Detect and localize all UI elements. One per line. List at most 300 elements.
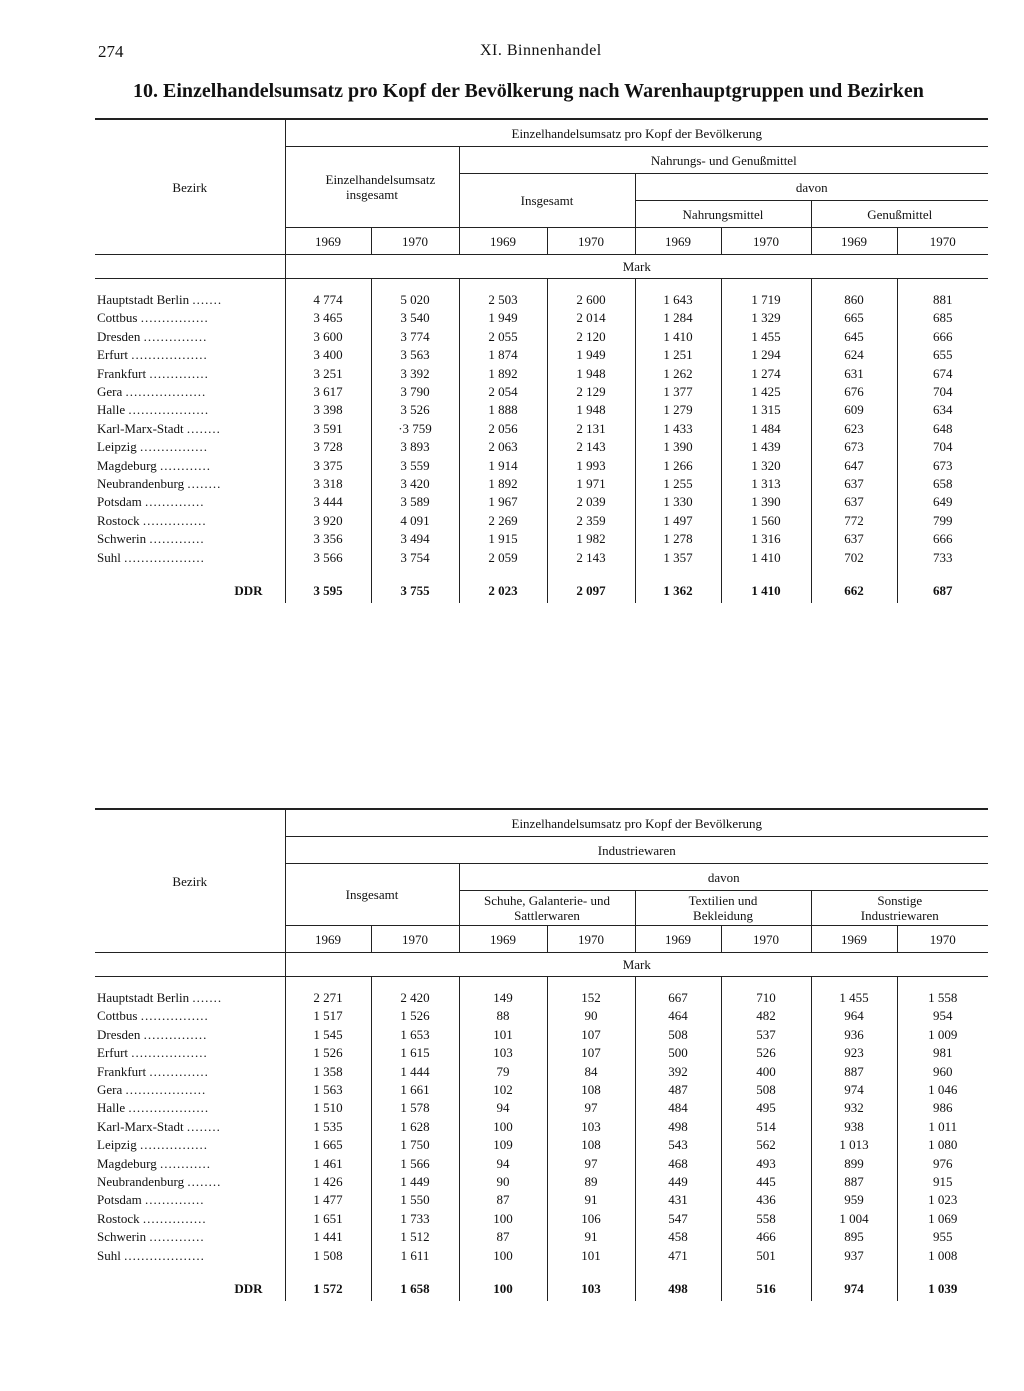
value-cell: 1 874: [459, 346, 547, 364]
value-cell: 665: [811, 309, 897, 327]
value-cell: 400: [721, 1063, 811, 1081]
year-header: 1969: [285, 228, 371, 255]
value-cell: 1 914: [459, 457, 547, 475]
bezirk-name: Suhl ...................: [97, 1247, 205, 1263]
value-cell: 667: [635, 989, 721, 1007]
value-cell: 562: [721, 1136, 811, 1154]
value-cell: 673: [897, 457, 988, 475]
value-cell: 3 566: [285, 549, 371, 567]
total-value-cell: 2 023: [459, 567, 547, 603]
value-cell: 1 255: [635, 475, 721, 493]
value-cell: 1 915: [459, 530, 547, 548]
value-cell: 1 653: [371, 1026, 459, 1044]
value-cell: 1 080: [897, 1136, 988, 1154]
value-cell: 1 266: [635, 457, 721, 475]
total-value-cell: 498: [635, 1265, 721, 1301]
table-row: [95, 1228, 988, 1246]
header-nahrung-insgesamt: Insgesamt: [459, 174, 635, 228]
value-cell: 508: [635, 1026, 721, 1044]
value-cell: 2 014: [547, 309, 635, 327]
value-cell: 1 526: [371, 1007, 459, 1025]
value-cell: 88: [459, 1007, 547, 1025]
value-cell: 648: [897, 420, 988, 438]
value-cell: 1 578: [371, 1099, 459, 1117]
value-cell: 1 949: [459, 309, 547, 327]
value-cell: 2 131: [547, 420, 635, 438]
value-cell: 1 733: [371, 1210, 459, 1228]
table-row: [95, 512, 988, 530]
bezirk-name: Rostock ...............: [97, 512, 207, 528]
value-cell: 637: [811, 530, 897, 548]
value-cell: 1 508: [285, 1247, 371, 1265]
value-cell: 94: [459, 1155, 547, 1173]
value-cell: 1 484: [721, 420, 811, 438]
year-header: 1970: [371, 926, 459, 953]
value-cell: 887: [811, 1063, 897, 1081]
year-header: 1970: [547, 926, 635, 953]
value-cell: 1 357: [635, 549, 721, 567]
value-cell: 100: [459, 1210, 547, 1228]
value-cell: 1 433: [635, 420, 721, 438]
value-cell: 666: [897, 530, 988, 548]
value-cell: 637: [811, 475, 897, 493]
value-cell: 1 535: [285, 1118, 371, 1136]
table-row: [95, 457, 988, 475]
header-bezirk: Bezirk: [95, 119, 285, 255]
value-cell: 106: [547, 1210, 635, 1228]
value-cell: 4 774: [285, 291, 371, 309]
value-cell: 3 375: [285, 457, 371, 475]
value-cell: ·3 759: [371, 420, 459, 438]
value-cell: 1 004: [811, 1210, 897, 1228]
value-cell: 487: [635, 1081, 721, 1099]
value-cell: 1 560: [721, 512, 811, 530]
value-cell: 2 600: [547, 291, 635, 309]
value-cell: 1 444: [371, 1063, 459, 1081]
bezirk-name: Magdeburg ............: [97, 1155, 211, 1171]
value-cell: 5 020: [371, 291, 459, 309]
value-cell: 3 728: [285, 438, 371, 456]
table-row: [95, 1099, 988, 1117]
total-value-cell: 100: [459, 1265, 547, 1301]
bezirk-name: Erfurt ..................: [97, 347, 208, 363]
value-cell: 1 069: [897, 1210, 988, 1228]
value-cell: 1 410: [721, 549, 811, 567]
value-cell: 90: [459, 1173, 547, 1191]
value-cell: 1 013: [811, 1136, 897, 1154]
value-cell: 658: [897, 475, 988, 493]
value-cell: 1 461: [285, 1155, 371, 1173]
header-industriewaren: Industriewaren: [285, 837, 988, 864]
total-value-cell: 3 755: [371, 567, 459, 603]
year-header: 1970: [897, 228, 988, 255]
value-cell: 674: [897, 365, 988, 383]
value-cell: 431: [635, 1191, 721, 1209]
value-cell: 89: [547, 1173, 635, 1191]
value-cell: 1 441: [285, 1228, 371, 1246]
value-cell: 3 251: [285, 365, 371, 383]
value-cell: 2 129: [547, 383, 635, 401]
value-cell: 2 055: [459, 328, 547, 346]
year-header: 1969: [811, 228, 897, 255]
value-cell: 1 390: [721, 493, 811, 511]
value-cell: 3 494: [371, 530, 459, 548]
value-cell: 468: [635, 1155, 721, 1173]
value-cell: 2 503: [459, 291, 547, 309]
value-cell: 103: [459, 1044, 547, 1062]
header-top: Einzelhandelsumsatz pro Kopf der Bevölkerung: [285, 119, 988, 147]
bezirk-name: Neubrandenburg ........: [97, 1174, 222, 1190]
value-cell: 1 510: [285, 1099, 371, 1117]
value-cell: 923: [811, 1044, 897, 1062]
unit-label: Mark: [285, 255, 988, 279]
value-cell: 94: [459, 1099, 547, 1117]
value-cell: 495: [721, 1099, 811, 1117]
value-cell: 2 039: [547, 493, 635, 511]
value-cell: 1 892: [459, 475, 547, 493]
total-row: [95, 567, 988, 603]
total-value-cell: 687: [897, 567, 988, 603]
value-cell: 2 063: [459, 438, 547, 456]
total-value-cell: 662: [811, 567, 897, 603]
value-cell: 959: [811, 1191, 897, 1209]
bezirk-name: Halle ...................: [97, 1100, 210, 1116]
value-cell: 101: [547, 1247, 635, 1265]
value-cell: 1 948: [547, 365, 635, 383]
value-cell: 152: [547, 989, 635, 1007]
value-cell: 937: [811, 1247, 897, 1265]
value-cell: 799: [897, 512, 988, 530]
value-cell: 1 279: [635, 401, 721, 419]
bezirk-name: Cottbus ................: [97, 310, 209, 326]
value-cell: 91: [547, 1191, 635, 1209]
value-cell: 1 358: [285, 1063, 371, 1081]
value-cell: 2 420: [371, 989, 459, 1007]
value-cell: 3 920: [285, 512, 371, 530]
header-genussmittel: Genußmittel: [811, 201, 988, 228]
value-cell: 1 023: [897, 1191, 988, 1209]
total-value-cell: 516: [721, 1265, 811, 1301]
value-cell: 1 313: [721, 475, 811, 493]
header-nahrungsmittel: Nahrungsmittel: [635, 201, 811, 228]
value-cell: 1 517: [285, 1007, 371, 1025]
table-row: [95, 1063, 988, 1081]
year-header: 1969: [811, 926, 897, 953]
value-cell: 974: [811, 1081, 897, 1099]
total-label: DDR: [234, 1281, 263, 1297]
table-row: [95, 309, 988, 327]
value-cell: 3 400: [285, 346, 371, 364]
total-label: DDR: [234, 583, 263, 599]
value-cell: 2 054: [459, 383, 547, 401]
table-row: [95, 1191, 988, 1209]
bezirk-name: Potsdam ..............: [97, 494, 205, 510]
table-row: [95, 1044, 988, 1062]
year-header: 1969: [459, 228, 547, 255]
year-header: 1970: [371, 228, 459, 255]
value-cell: 704: [897, 438, 988, 456]
value-cell: 1 967: [459, 493, 547, 511]
value-cell: 1 329: [721, 309, 811, 327]
header-sonstige: Sonstige Industriewaren: [811, 891, 988, 926]
bezirk-name: Dresden ...............: [97, 1026, 208, 1042]
value-cell: 1 971: [547, 475, 635, 493]
value-cell: 1 251: [635, 346, 721, 364]
value-cell: 2 056: [459, 420, 547, 438]
bezirk-name: Schwerin .............: [97, 1229, 205, 1245]
header-top: Einzelhandelsumsatz pro Kopf der Bevölkerung: [285, 809, 988, 837]
running-head: XI. Binnenhandel: [480, 42, 602, 59]
value-cell: 3 774: [371, 328, 459, 346]
value-cell: 87: [459, 1191, 547, 1209]
value-cell: 1 661: [371, 1081, 459, 1099]
table-food-beverages: [95, 118, 988, 603]
value-cell: 3 465: [285, 309, 371, 327]
value-cell: 704: [897, 383, 988, 401]
value-cell: 102: [459, 1081, 547, 1099]
value-cell: 101: [459, 1026, 547, 1044]
value-cell: 899: [811, 1155, 897, 1173]
value-cell: 1 611: [371, 1247, 459, 1265]
value-cell: 1 566: [371, 1155, 459, 1173]
value-cell: 466: [721, 1228, 811, 1246]
bezirk-name: Hauptstadt Berlin .......: [97, 990, 223, 1005]
total-value-cell: 1 039: [897, 1265, 988, 1301]
total-value-cell: 2 097: [547, 567, 635, 603]
header-davon: davon: [459, 864, 988, 891]
bezirk-name: Rostock ...............: [97, 1210, 207, 1226]
year-header: 1969: [285, 926, 371, 953]
value-cell: 1 262: [635, 365, 721, 383]
value-cell: 91: [547, 1228, 635, 1246]
value-cell: 1 455: [811, 989, 897, 1007]
value-cell: 1 011: [897, 1118, 988, 1136]
value-cell: 1 550: [371, 1191, 459, 1209]
value-cell: 1 316: [721, 530, 811, 548]
value-cell: 1 651: [285, 1210, 371, 1228]
value-cell: 103: [547, 1118, 635, 1136]
value-cell: 109: [459, 1136, 547, 1154]
value-cell: 107: [547, 1044, 635, 1062]
value-cell: 449: [635, 1173, 721, 1191]
value-cell: 649: [897, 493, 988, 511]
value-cell: 436: [721, 1191, 811, 1209]
value-cell: 1 888: [459, 401, 547, 419]
value-cell: 915: [897, 1173, 988, 1191]
value-cell: 666: [897, 328, 988, 346]
value-cell: 960: [897, 1063, 988, 1081]
value-cell: 482: [721, 1007, 811, 1025]
table-row: [95, 291, 988, 309]
year-header: 1969: [635, 926, 721, 953]
value-cell: 637: [811, 493, 897, 511]
value-cell: 4 091: [371, 512, 459, 530]
value-cell: 631: [811, 365, 897, 383]
table-row: [95, 1118, 988, 1136]
value-cell: 2 269: [459, 512, 547, 530]
table-row: [95, 420, 988, 438]
value-cell: 1 563: [285, 1081, 371, 1099]
value-cell: 685: [897, 309, 988, 327]
table-row: [95, 475, 988, 493]
value-cell: 514: [721, 1118, 811, 1136]
value-cell: 1 719: [721, 291, 811, 309]
value-cell: 392: [635, 1063, 721, 1081]
value-cell: 1 315: [721, 401, 811, 419]
value-cell: 645: [811, 328, 897, 346]
value-cell: 108: [547, 1081, 635, 1099]
year-header: 1969: [635, 228, 721, 255]
value-cell: 84: [547, 1063, 635, 1081]
value-cell: 954: [897, 1007, 988, 1025]
value-cell: 471: [635, 1247, 721, 1265]
bezirk-name: Halle ...................: [97, 402, 210, 418]
value-cell: 107: [547, 1026, 635, 1044]
table-row: [95, 549, 988, 567]
value-cell: 3 392: [371, 365, 459, 383]
value-cell: 1 455: [721, 328, 811, 346]
value-cell: 1 294: [721, 346, 811, 364]
table-industrial-goods: [95, 808, 988, 1301]
value-cell: 702: [811, 549, 897, 567]
value-cell: 2 143: [547, 438, 635, 456]
value-cell: 493: [721, 1155, 811, 1173]
bezirk-name: Neubrandenburg ........: [97, 476, 222, 492]
bezirk-name: Magdeburg ............: [97, 457, 211, 473]
value-cell: 1 410: [635, 328, 721, 346]
value-cell: 1 558: [897, 989, 988, 1007]
bezirk-name: Dresden ...............: [97, 328, 208, 344]
table-row: [95, 1210, 988, 1228]
page-number: 274: [98, 42, 124, 61]
value-cell: 1 512: [371, 1228, 459, 1246]
value-cell: 1 982: [547, 530, 635, 548]
value-cell: 624: [811, 346, 897, 364]
value-cell: 3 617: [285, 383, 371, 401]
value-cell: 90: [547, 1007, 635, 1025]
value-cell: 445: [721, 1173, 811, 1191]
value-cell: 3 526: [371, 401, 459, 419]
value-cell: 3 589: [371, 493, 459, 511]
value-cell: 1 449: [371, 1173, 459, 1191]
value-cell: 537: [721, 1026, 811, 1044]
value-cell: 1 377: [635, 383, 721, 401]
value-cell: 1 477: [285, 1191, 371, 1209]
value-cell: 464: [635, 1007, 721, 1025]
value-cell: 655: [897, 346, 988, 364]
header-insgesamt: Insgesamt: [285, 864, 459, 926]
bezirk-name: Leipzig ................: [97, 439, 208, 455]
value-cell: 609: [811, 401, 897, 419]
value-cell: 676: [811, 383, 897, 401]
value-cell: 1 665: [285, 1136, 371, 1154]
value-cell: 1 892: [459, 365, 547, 383]
value-cell: 936: [811, 1026, 897, 1044]
value-cell: 1 426: [285, 1173, 371, 1191]
value-cell: 887: [811, 1173, 897, 1191]
value-cell: 1 390: [635, 438, 721, 456]
value-cell: 1 046: [897, 1081, 988, 1099]
total-value-cell: 1 362: [635, 567, 721, 603]
value-cell: 1 615: [371, 1044, 459, 1062]
table-row: [95, 1247, 988, 1265]
value-cell: 3 444: [285, 493, 371, 511]
total-value-cell: 1 572: [285, 1265, 371, 1301]
value-cell: 149: [459, 989, 547, 1007]
value-cell: 1 278: [635, 530, 721, 548]
table-title: 10. Einzelhandelsumsatz pro Kopf der Bevölkerung nach Warenhauptgruppen und Bezirken: [133, 80, 924, 102]
value-cell: 3 420: [371, 475, 459, 493]
value-cell: 97: [547, 1155, 635, 1173]
bezirk-name: Hauptstadt Berlin .......: [97, 292, 223, 307]
value-cell: 3 591: [285, 420, 371, 438]
value-cell: 1 008: [897, 1247, 988, 1265]
table-row: [95, 1007, 988, 1025]
value-cell: 100: [459, 1247, 547, 1265]
value-cell: 3 790: [371, 383, 459, 401]
value-cell: 2 143: [547, 549, 635, 567]
value-cell: 484: [635, 1099, 721, 1117]
value-cell: 710: [721, 989, 811, 1007]
bezirk-name: Gera ...................: [97, 384, 207, 400]
total-value-cell: 103: [547, 1265, 635, 1301]
value-cell: 558: [721, 1210, 811, 1228]
value-cell: 932: [811, 1099, 897, 1117]
value-cell: 647: [811, 457, 897, 475]
value-cell: 500: [635, 1044, 721, 1062]
total-row: [95, 1265, 988, 1301]
value-cell: 1 320: [721, 457, 811, 475]
total-value-cell: 1 410: [721, 567, 811, 603]
year-header: 1969: [459, 926, 547, 953]
table-row: [95, 1081, 988, 1099]
value-cell: 1 526: [285, 1044, 371, 1062]
value-cell: 1 993: [547, 457, 635, 475]
value-cell: 3 559: [371, 457, 459, 475]
value-cell: 981: [897, 1044, 988, 1062]
value-cell: 1 545: [285, 1026, 371, 1044]
value-cell: 673: [811, 438, 897, 456]
header-davon: davon: [635, 174, 988, 201]
value-cell: 1 284: [635, 309, 721, 327]
bezirk-name: Karl-Marx-Stadt ........: [97, 1118, 221, 1134]
table-row: [95, 989, 988, 1007]
value-cell: 986: [897, 1099, 988, 1117]
header-textilien: Textilien und Bekleidung: [635, 891, 811, 926]
value-cell: 1 497: [635, 512, 721, 530]
table-row: [95, 328, 988, 346]
value-cell: 964: [811, 1007, 897, 1025]
bezirk-name: Schwerin .............: [97, 531, 205, 547]
year-header: 1970: [721, 926, 811, 953]
bezirk-name: Frankfurt ..............: [97, 1063, 209, 1079]
year-header: 1970: [721, 228, 811, 255]
value-cell: 1 949: [547, 346, 635, 364]
value-cell: 1 274: [721, 365, 811, 383]
value-cell: 498: [635, 1118, 721, 1136]
value-cell: 3 540: [371, 309, 459, 327]
year-header: 1970: [897, 926, 988, 953]
bezirk-name: Cottbus ................: [97, 1008, 209, 1024]
value-cell: 955: [897, 1228, 988, 1246]
value-cell: 3 893: [371, 438, 459, 456]
value-cell: 543: [635, 1136, 721, 1154]
value-cell: 501: [721, 1247, 811, 1265]
value-cell: 634: [897, 401, 988, 419]
table-row: [95, 1155, 988, 1173]
bezirk-name: Gera ...................: [97, 1082, 207, 1098]
bezirk-name: Karl-Marx-Stadt ........: [97, 420, 221, 436]
